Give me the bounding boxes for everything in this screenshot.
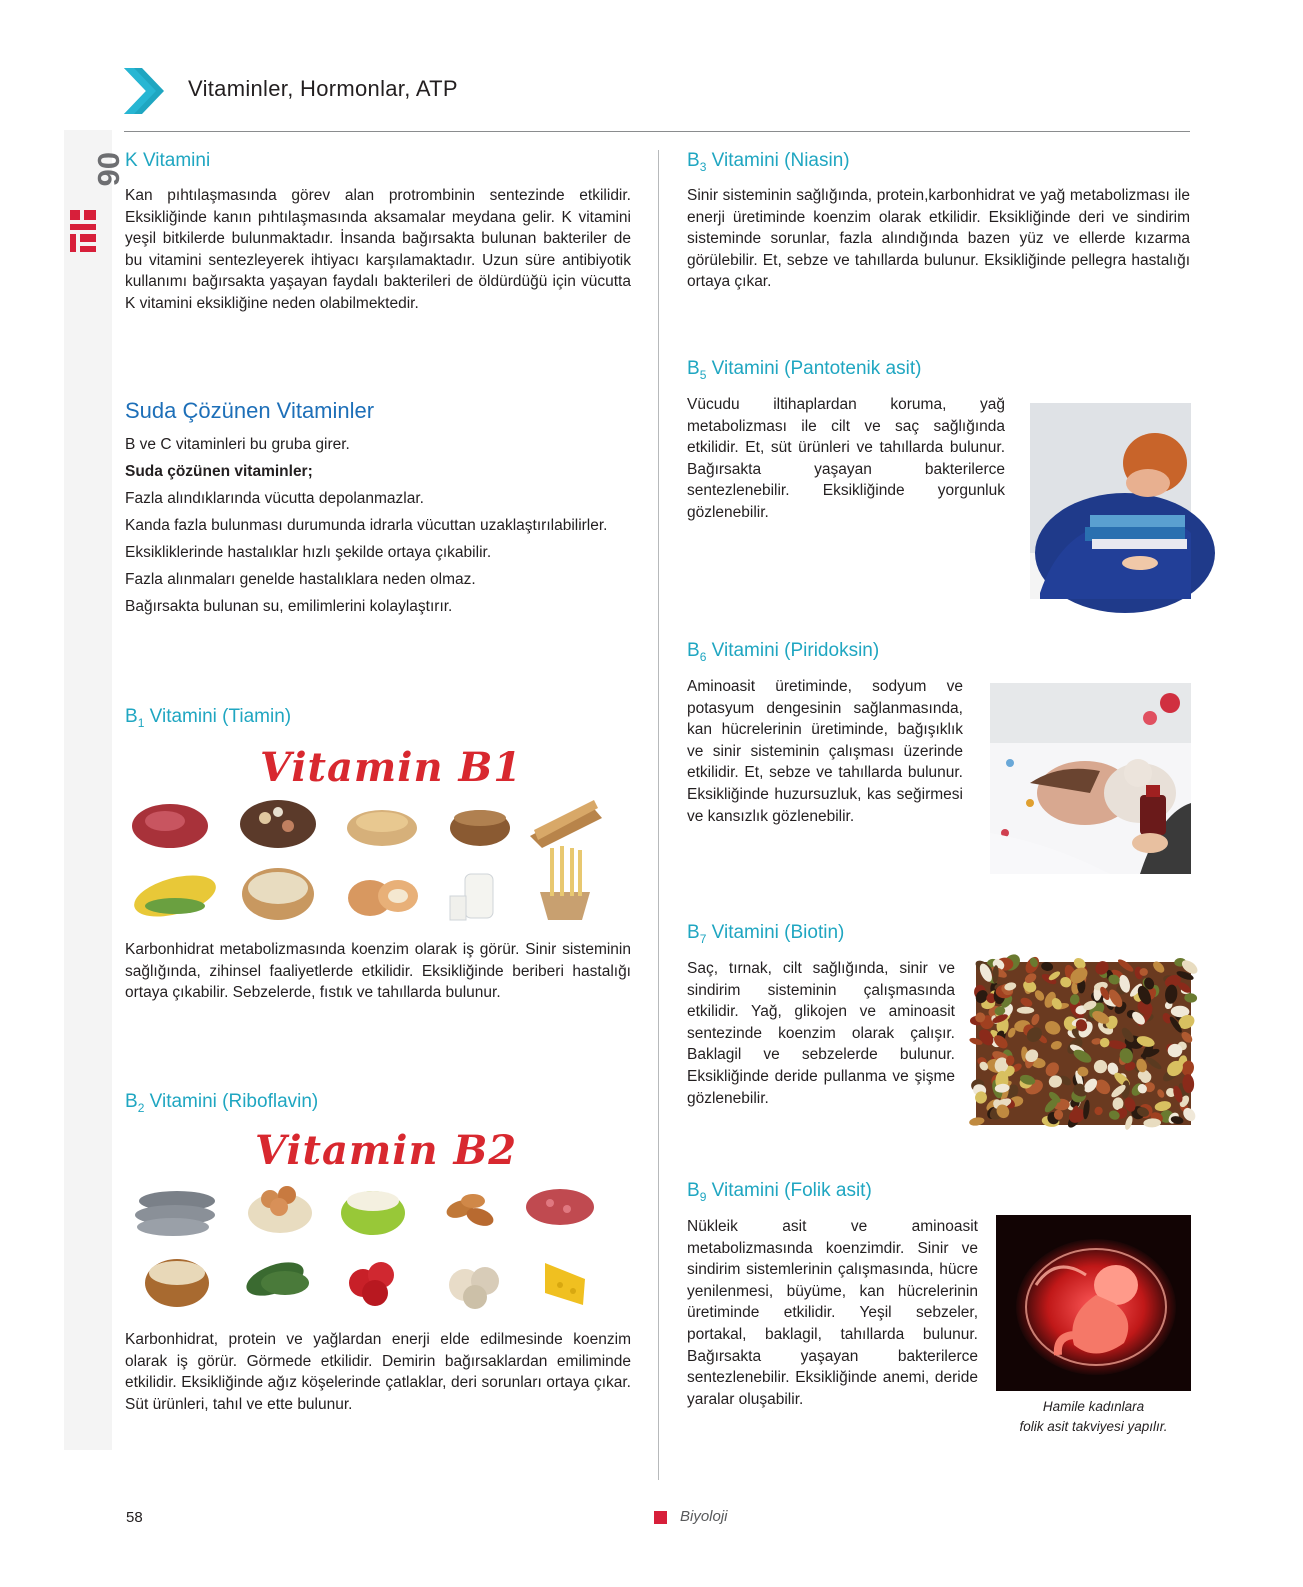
footer-label: Biyoloji [680, 1508, 728, 1525]
b9-heading: $B_9$ Vitamini (Folik asit) [687, 1180, 872, 1204]
b5-body: Vücudu iltihaplardan koruma, yağ metabolizması ile cilt ve saç sağlığında etkilidir. Et, süt ürünleri ve tahıllarda bulunur. Bağırsakta yaşayan bakterilerce sentezlenebilir. Eksikliğinde yorgunluk gözlenebilir. [687, 396, 1005, 521]
b6-body: Aminoasit üretiminde, sodyum ve potasyum dengesinin sağlanmasında, kan hücrelerinin üretiminde, bağışıklık ve sinir sisteminin çalışması üzerinde etkilidir. Et, sebze ve tahıllarda bulunur. Eksikliğinde huzursuzluk, kas seğirmesi ve kansızlık gözlenebilir. [687, 678, 963, 825]
header-rule [124, 131, 1190, 132]
list-item: Kanda fazla bulunması durumunda idrarla vücuttan uzaklaştırılabilirler. [125, 517, 608, 534]
list-item: Eksikliklerinde hastalıklar hızlı şekilde ortaya çıkabilir. [125, 544, 492, 561]
chapter-marker [62, 148, 126, 260]
b1-body: Karbonhidrat metabolizmasında koenzim olarak iş görür. Sinir sisteminin sağlığında, zihinsel faaliyetlerde etkilidir. Eksikliğinde beriberi hastalığı ortaya çıkabilir. Sebzelerde, fıstık ve tahıllarda bulunur. [125, 941, 631, 1002]
vitamin-b2-foods-image [135, 1127, 625, 1317]
vitamin-b2-image-title: Vitamin B2 [255, 1127, 518, 1174]
tired-student-photo [1030, 403, 1191, 599]
b7-heading: $B_7$ Vitamini (Biotin) [687, 922, 845, 946]
b7-body: Saç, tırnak, cilt sağlığında, sinir ve sindirim sisteminin çalışmasında etkilidir. Yağ, glikojen ve aminoasit sentezinde koenzim olarak çalışır. Baklagil ve sebzelerde bulunur. Eksikliğinde deride pullanma ve şişme gözlenebilir. [687, 960, 955, 1107]
b6-heading: $B_6$ Vitamini (Piridoksin) [687, 640, 880, 664]
vitamin-b1-foods-image [130, 744, 625, 929]
b9-caption: Hamile kadınlara folik asit takviyesi yapılır. [1019, 1399, 1168, 1434]
b1-food-illustrations [130, 796, 625, 926]
suda-intro: B ve C vitaminleri bu gruba girer. [125, 436, 350, 453]
b2-heading: $B_2$ Vitamini (Riboflavin) [125, 1091, 319, 1115]
b9-body: Nükleik asit ve aminoasit metabolizmasında koenzimdir. Sinir ve sindirim sistemlerinin çalışmasında, hücre yenilenmesi, büyüme, kan hücrelerinin üretiminde etkilidir. Yeşil sebzeler, portakal, baklagil, tahıllarda bulunur. Bağırsakta yaşayan bakterilerce sentezlenebilir. Eksikliğinde anemi, deride yaralar oluşabilir. [687, 1218, 978, 1408]
header-title: Vitaminler, Hormonlar, ATP [188, 76, 458, 101]
b2-body: Karbonhidrat, protein ve yağlardan enerji elde edilmesinde koenzim olarak iş görür. Görmede etkilidir. Demirin bağırsaklardan emiliminde etkilidir. Eksikliğinde ağız köşelerinde çatlaklar, deri sorunları ortaya çıkar. Süt ürünleri, tahıl ve ette bulunur. [125, 1331, 631, 1413]
sick-child-photo [990, 683, 1191, 874]
page-number: 58 [126, 1509, 143, 1526]
b2-food-illustrations [135, 1183, 625, 1313]
chevron-right-icon [124, 68, 164, 114]
b1-heading: $B_1$ Vitamini (Tiamin) [125, 706, 292, 730]
beans-pattern [976, 962, 1191, 1125]
vitamin-b1-image-title: Vitamin B1 [260, 744, 523, 791]
footer-square-icon [654, 1511, 667, 1524]
k-vitamin-heading: K Vitamini [125, 150, 211, 171]
fetus-illustration [996, 1215, 1191, 1391]
chapter-number: 06 [91, 152, 126, 187]
suda-list [125, 434, 631, 623]
legumes-photo [976, 962, 1191, 1125]
list-item: Fazla alındıklarında vücutta depolanmazlar. [125, 490, 424, 507]
b5-heading: $B_5$ Vitamini (Pantotenik asit) [687, 358, 922, 382]
suda-bold-line: Suda çözünen vitaminler; [125, 463, 313, 480]
side-strip [64, 130, 112, 1450]
b3-heading: $B_3$ Vitamini (Niasin) [687, 150, 850, 174]
column-divider [658, 150, 659, 1480]
k-vitamin-body: Kan pıhtılaşmasında görev alan protrombinin sentezinde etkilidir. Eksikliğinde kanın pıhtılaşmasında aksamalar meydana gelir. K vitamini yeşil bitkilerde bulunmaktadır. İnsanda bağırsakta bulunan bakteriler de bu vitamini sentezleyerek ihtiyacı karşılamaktadır. Uzun süre antibiyotik kullanımı bağırsakta yaşayan faydalı bakterileri de öldürdüğü için vücutta K vitamini eksikliğine neden olabilmektedir. [125, 187, 631, 312]
suda-heading: Suda Çözünen Vitaminler [125, 398, 375, 423]
list-item: Fazla alınmaları genelde hastalıklara neden olmaz. [125, 571, 476, 588]
list-item: Bağırsakta bulunan su, emilimlerini kolaylaştırır. [125, 598, 453, 615]
b3-body: Sinir sisteminin sağlığında, protein,karbonhidrat ve yağ metabolizması ile enerji üretiminde koenzim olarak etkilidir. Eksikliğinde deri ve sindirim sisteminde sorunlar, fazla alındığında bazen yüz ve ellerde kızarma görülebilir. Et, sebze ve tahıllarda bulunur. Eksikliğinde pellegra hastalığı ortaya çıkar. [687, 187, 1190, 291]
